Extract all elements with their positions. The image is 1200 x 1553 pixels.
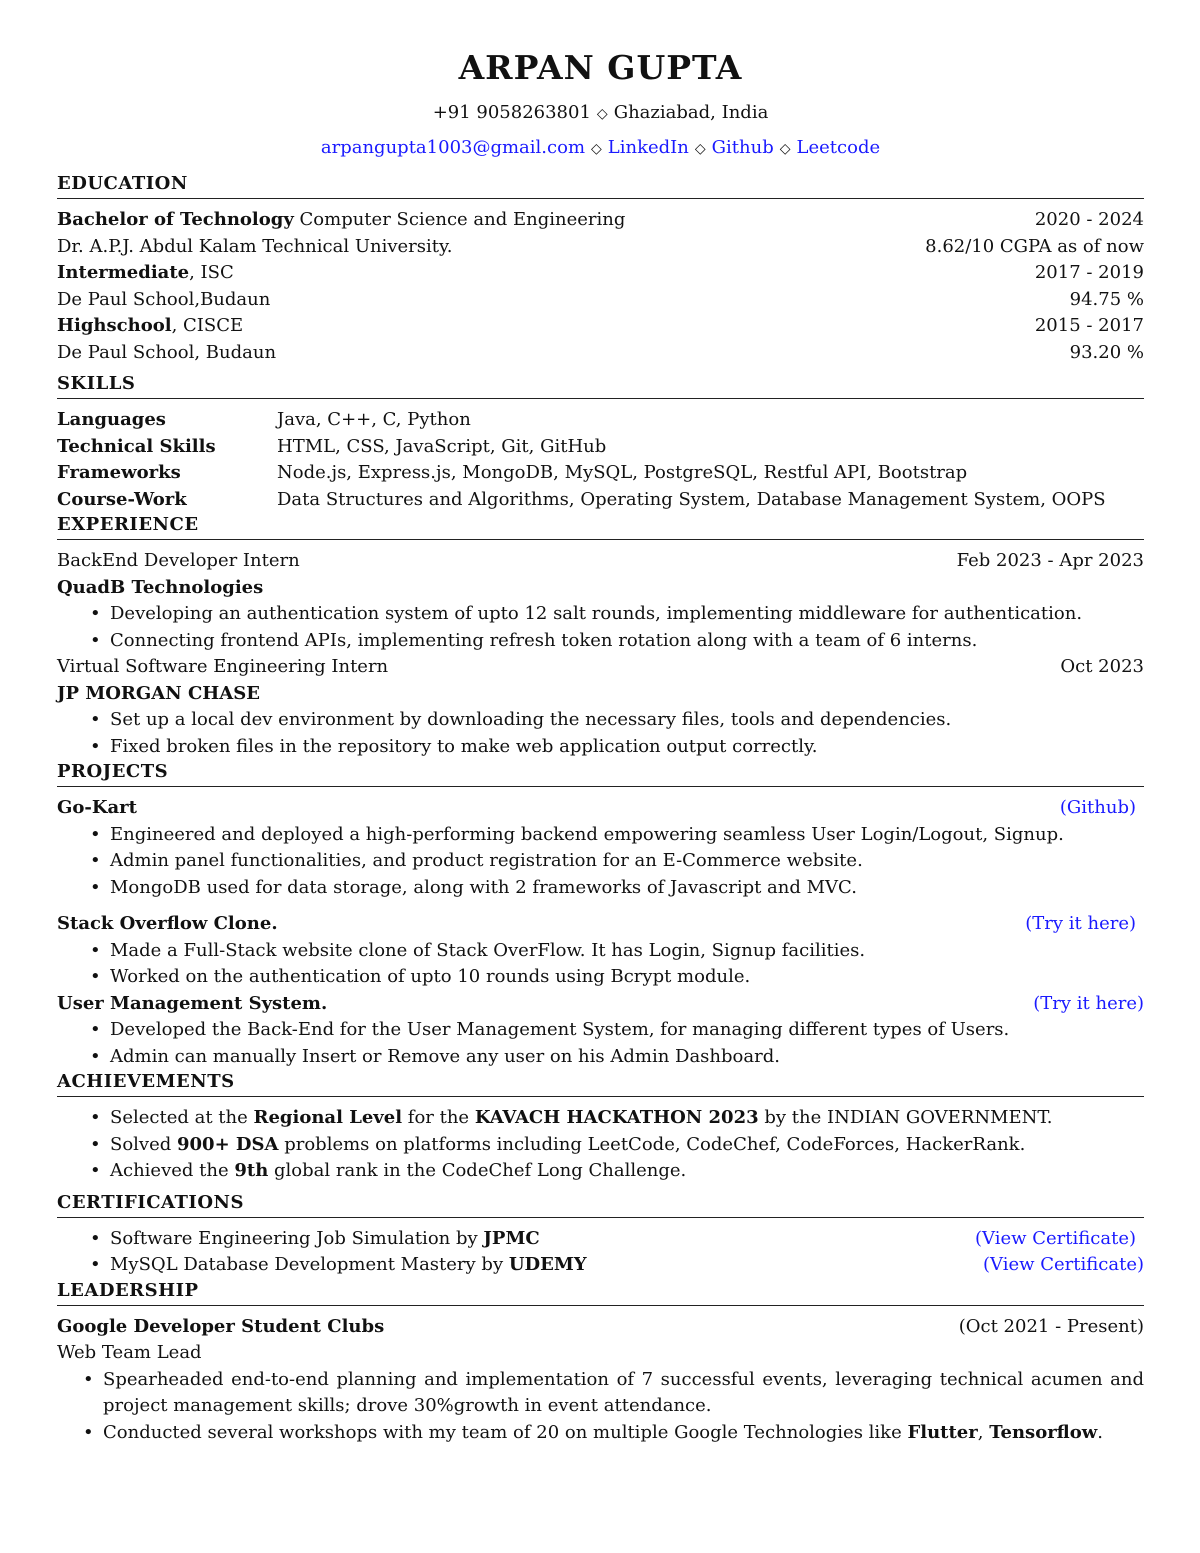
degree: Intermediate	[57, 262, 190, 283]
field: Computer Science and Engineering	[293, 209, 626, 230]
experience-entry	[57, 654, 1144, 760]
dates: Oct 2023	[1060, 656, 1144, 677]
section-title: ACHIEVEMENTS	[57, 1070, 1144, 1097]
list-item: • Solved 900+ DSA problems on platforms including LeetCode, CodeChef, CodeForces, HackerRank.	[110, 1132, 1144, 1159]
skill-value: HTML, CSS, JavaScript, Git, GitHub	[277, 435, 607, 457]
degree: Highschool	[57, 315, 172, 336]
project-demo-link[interactable]: (Try it here)	[1033, 992, 1144, 1014]
skills-table	[57, 407, 1144, 513]
education-entry	[57, 313, 1144, 366]
list-item: • Conducted several workshops with my team of 20 on multiple Google Technologies like Flutter, Tensorflow.	[103, 1420, 1144, 1447]
skill-label: Frameworks	[57, 462, 181, 483]
achievements-section	[57, 1070, 1144, 1185]
project-demo-link[interactable]: (Try it here)	[1025, 913, 1136, 934]
section-title: EXPERIENCE	[57, 513, 1144, 540]
score: 93.20 %	[1069, 341, 1144, 363]
list-item: • Made a Full-Stack website clone of Stack OverFlow. It has Login, Signup facilities.	[110, 938, 1144, 965]
section-title: CERTIFICATIONS	[57, 1191, 1144, 1218]
list-item: • MongoDB used for data storage, along with 2 frameworks of Javascript and MVC.	[110, 875, 1144, 902]
list-item: • Admin panel functionalities, and product registration for an E-Commerce website.	[110, 848, 1144, 875]
diamond-separator-icon: ◇	[779, 141, 791, 157]
list-item: • Set up a local dev environment by downloading the necessary files, tools and dependencies.	[110, 707, 1144, 734]
contact-line-2	[57, 131, 1144, 166]
diamond-separator-icon: ◇	[694, 141, 706, 157]
dates: 2017 - 2019	[1034, 262, 1144, 283]
candidate-name: ARPAN GUPTA	[458, 48, 743, 87]
dates: 2015 - 2017	[1034, 315, 1144, 336]
resume-page	[57, 46, 1144, 1446]
list-item: • Connecting frontend APIs, implementing refresh token rotation along with a team of 6 interns.	[110, 628, 1144, 655]
list-item: • Developing an authentication system of upto 12 salt rounds, implementing middleware for authentication.	[110, 601, 1144, 628]
project-name: User Management System.	[57, 992, 328, 1014]
skill-label: Technical Skills	[57, 435, 216, 457]
education-section	[57, 172, 1144, 366]
list-item: • Engineered and deployed a high-performing backend empowering seamless User Login/Logout, Signup.	[110, 822, 1144, 849]
dates: 2020 - 2024	[1034, 209, 1144, 230]
leadership-section	[57, 1279, 1144, 1447]
project-entry	[57, 911, 1144, 991]
role: BackEnd Developer Intern	[57, 550, 300, 571]
skill-label: Languages	[57, 409, 166, 430]
list-item: • MySQL Database Development Mastery by UDEMY (View Certificate)	[110, 1252, 1144, 1279]
linkedin-link[interactable]: LinkedIn	[607, 137, 689, 158]
section-title: SKILLS	[57, 372, 1144, 399]
skill-value: Data Structures and Algorithms, Operating System, Database Management System, OOPS	[277, 488, 1106, 510]
list-item: • Worked on the authentication of upto 10 rounds using Bcrypt module.	[110, 964, 1144, 991]
school: Dr. A.P.J. Abdul Kalam Technical University.	[57, 235, 453, 257]
phone-number: +91 9058263801	[432, 102, 591, 123]
list-item: • Fixed broken files in the repository to make web application output correctly.	[110, 734, 1144, 761]
project-entry	[57, 795, 1144, 901]
location: Ghaziabad, India	[613, 102, 769, 123]
github-link[interactable]: Github	[711, 137, 774, 158]
view-certificate-link[interactable]: (View Certificate)	[983, 1254, 1144, 1275]
section-title: EDUCATION	[57, 172, 1144, 199]
project-name: Go-Kart	[57, 797, 137, 818]
company: QuadB Technologies	[57, 576, 264, 598]
list-item: • Developed the Back-End for the User Management System, for managing different types of Users.	[110, 1017, 1144, 1044]
score: 8.62/10 CGPA as of now	[925, 235, 1144, 257]
diamond-separator-icon: ◇	[596, 106, 608, 122]
certifications-section	[57, 1191, 1144, 1279]
experience-section	[57, 513, 1144, 760]
education-entry	[57, 260, 1144, 313]
contact-line-1	[57, 96, 1144, 131]
project-entry	[57, 991, 1144, 1071]
projects-section	[57, 760, 1144, 1070]
leetcode-link[interactable]: Leetcode	[796, 137, 881, 158]
role: Virtual Software Engineering Intern	[57, 656, 389, 677]
field: , CISCE	[171, 315, 244, 336]
experience-entry	[57, 548, 1144, 654]
organization: Google Developer Student Clubs	[57, 1315, 385, 1337]
section-title: PROJECTS	[57, 760, 1144, 787]
score: 94.75 %	[1069, 288, 1144, 310]
degree: Bachelor of Technology	[57, 209, 294, 230]
education-entry	[57, 207, 1144, 260]
dates: Feb 2023 - Apr 2023	[956, 550, 1144, 571]
school: De Paul School, Budaun	[57, 341, 277, 363]
email-link[interactable]: arpangupta1003@gmail.com	[320, 137, 586, 158]
field: , ISC	[189, 262, 234, 283]
company: JP MORGAN CHASE	[57, 682, 260, 704]
skills-section	[57, 372, 1144, 513]
list-item: • Admin can manually Insert or Remove any user on his Admin Dashboard.	[110, 1044, 1144, 1071]
list-item: • Spearheaded end-to-end planning and implementation of 7 successful events, leveraging technical acumen and project management skills; drove 30%growth in event attendance.	[103, 1367, 1144, 1420]
project-github-link[interactable]: (Github)	[1059, 797, 1136, 818]
project-name: Stack Overflow Clone.	[57, 913, 278, 934]
role: Web Team Lead	[57, 1342, 202, 1363]
section-title: LEADERSHIP	[57, 1279, 1144, 1306]
school: De Paul School,Budaun	[57, 288, 271, 310]
diamond-separator-icon: ◇	[591, 141, 602, 157]
list-item: • Achieved the 9th global rank in the CodeChef Long Challenge.	[110, 1158, 1144, 1185]
list-item: • Selected at the Regional Level for the KAVACH HACKATHON 2023 by the INDIAN GOVERNMENT.	[110, 1105, 1144, 1132]
dates: (Oct 2021 - Present)	[958, 1315, 1144, 1337]
list-item: • Software Engineering Job Simulation by JPMC (View Certificate)	[110, 1226, 1144, 1253]
skill-label: Course-Work	[57, 488, 187, 510]
skill-value: Node.js, Express.js, MongoDB, MySQL, PostgreSQL, Restful API, Bootstrap	[277, 462, 968, 483]
view-certificate-link[interactable]: (View Certificate)	[975, 1227, 1136, 1249]
skill-value: Java, C++, C, Python	[277, 409, 471, 430]
